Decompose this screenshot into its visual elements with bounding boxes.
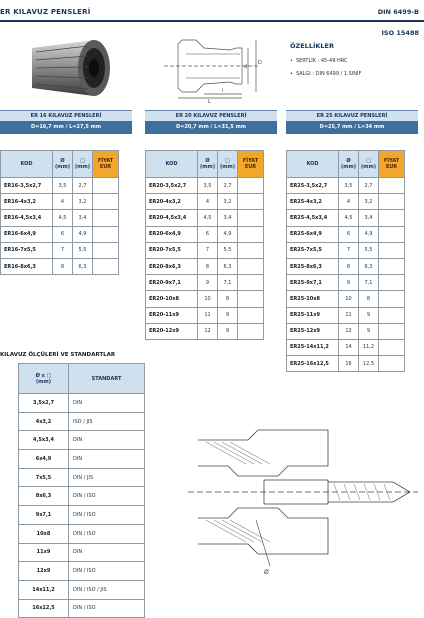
price-cell [238,291,264,307]
price-cell [238,258,264,274]
table-row [146,323,264,339]
square-value: 12,5 [359,356,379,372]
diameter-value: 7 [339,242,359,258]
tap-size: 11x9 [19,543,69,562]
diameter-value: 11 [198,307,218,323]
table-row [19,599,145,618]
page-header [0,0,424,37]
standard-value: ISO / JIS [69,412,145,431]
table-row [287,258,405,274]
product-code: ER25-12x9 [287,323,339,339]
tap-size: 10x8 [19,524,69,543]
tap-size: 12x9 [19,562,69,581]
square-value: 2,7 [359,178,379,194]
product-code: ER25-14x11,2 [287,339,339,355]
standard-value: DIN [69,543,145,562]
table-row [1,226,119,242]
square-value: 6,3 [73,258,93,274]
standard-value: DIN / ISO [69,506,145,525]
product-code: ER20-3,5x2,7 [146,178,198,194]
diameter-value: 12 [198,323,218,339]
diameter-value: 7 [53,242,73,258]
table-row [287,178,405,194]
table-row [1,178,119,194]
tap-size: 4x3,2 [19,412,69,431]
col-code: KOD [146,151,198,178]
product-code: ER25-3,5x2,7 [287,178,339,194]
price-cell [238,226,264,242]
table-row [287,291,405,307]
product-code: ER20-11x9 [146,307,198,323]
col-square: □ (mm) [218,151,238,178]
holder-section-drawing [178,420,420,580]
table-row [287,226,405,242]
table-er16 [0,150,119,275]
table-row [287,356,405,372]
standards-table [18,363,145,618]
tap-size: 4,5x3,4 [19,431,69,450]
group-er16 [0,110,132,134]
price-cell [238,194,264,210]
square-value: 3,4 [359,210,379,226]
standard-value: DIN / ISO [69,562,145,581]
table-er20 [145,150,264,340]
table-row [146,307,264,323]
table-row [19,431,145,450]
table-row [146,242,264,258]
group-dims: D=25,7 mm / L=34 mm [286,121,418,134]
standard-value: DIN [69,450,145,469]
group-dims: D=16,7 mm / L=27,5 mm [0,121,132,134]
table-row [1,258,119,274]
square-value: 5,5 [359,242,379,258]
std-col-standard: STANDART [69,364,145,394]
product-code: ER20-4,5x3,4 [146,210,198,226]
price-cell [379,356,405,372]
diameter-value: 4 [339,194,359,210]
tap-size: 6x4,9 [19,450,69,469]
price-cell [379,178,405,194]
square-value: 3,2 [359,194,379,210]
group-er20 [145,110,277,134]
price-cell [93,242,119,258]
square-value: 4,9 [73,226,93,242]
col-code: KOD [1,151,53,178]
square-value: 8 [218,291,238,307]
price-cell [379,194,405,210]
square-value: 2,7 [73,178,93,194]
col-diameter: Ø (mm) [339,151,359,178]
square-value: 6,3 [218,258,238,274]
table-row [146,291,264,307]
table-row [19,394,145,413]
product-code: ER25-6x4,9 [287,226,339,242]
col-price: FİYAT EUR [238,151,264,178]
tap-size: 8x6,3 [19,487,69,506]
standards-title: KILAVUZ ÖLÇÜLERİ VE STANDARTLAR [0,352,116,358]
diameter-value: 12 [339,323,359,339]
product-code: ER25-8x6,3 [287,258,339,274]
price-cell [379,210,405,226]
diameter-value: 4,5 [53,210,73,226]
price-cell [379,339,405,355]
col-code: KOD [287,151,339,178]
product-code: ER25-9x7,1 [287,275,339,291]
tap-size: 16x12,5 [19,599,69,618]
square-value: 9 [218,307,238,323]
price-cell [93,210,119,226]
diameter-value: 4,5 [198,210,218,226]
product-code: ER16-4x3,2 [1,194,53,210]
product-code: ER20-7x5,5 [146,242,198,258]
group-title: ER 20 KILAVUZ PENSLERİ [145,110,277,121]
label-l: l [222,88,224,94]
price-cell [379,291,405,307]
price-cell [379,242,405,258]
table-row [146,210,264,226]
product-code: ER25-16x12,5 [287,356,339,372]
product-code: ER20-8x6,3 [146,258,198,274]
diameter-value: 6 [198,226,218,242]
diameter-value: 6 [339,226,359,242]
table-row [19,412,145,431]
square-value: 4,9 [359,226,379,242]
diameter-value: 3,5 [198,178,218,194]
product-code: ER20-6x4,9 [146,226,198,242]
table-row [287,339,405,355]
table-row [19,487,145,506]
table-row [19,580,145,599]
table-row [19,524,145,543]
features [290,42,420,84]
col-price: FİYAT EUR [379,151,405,178]
diameter-value: 8 [339,258,359,274]
price-cell [238,210,264,226]
diameter-value: 10 [198,291,218,307]
product-code: ER16-3,5x2,7 [1,178,53,194]
label-d: d [244,64,248,70]
table-row [146,275,264,291]
product-code: ER20-9x7,1 [146,275,198,291]
standard-value: DIN / ISO / JIS [69,580,145,599]
product-code: ER16-8x6,3 [1,258,53,274]
col-diameter: Ø (mm) [198,151,218,178]
diameter-value: 9 [339,275,359,291]
square-value: 9 [359,323,379,339]
group-title: ER 16 KILAVUZ PENSLERİ [0,110,132,121]
price-cell [379,258,405,274]
diameter-value: 11 [339,307,359,323]
table-er25 [286,150,405,372]
price-cell [238,307,264,323]
table-row [287,194,405,210]
table-row [146,194,264,210]
table-row [146,178,264,194]
table-row [19,506,145,525]
product-code: ER20-4x3,2 [146,194,198,210]
product-code: ER16-4,5x3,4 [1,210,53,226]
square-value: 3,4 [218,210,238,226]
product-code: ER20-10x8 [146,291,198,307]
square-value: 3,2 [218,194,238,210]
standard-value: DIN / ISO [69,487,145,506]
collet-dimension-drawing [160,34,265,104]
group-title: ER 25 KILAVUZ PENSLERİ [286,110,418,121]
table-row [1,194,119,210]
tap-size: 3,5x2,7 [19,394,69,413]
table-row [19,543,145,562]
table-row [287,242,405,258]
features-title: ÖZELLİKLER [290,42,335,50]
feature-item: • SALGI : DIN 6499 / 1.SINIF [290,71,420,77]
col-diameter: Ø (mm) [53,151,73,178]
col-square: □ (mm) [359,151,379,178]
square-value: 2,7 [218,178,238,194]
group-er25 [286,110,418,134]
square-value: 9 [218,323,238,339]
diameter-value: 4 [198,194,218,210]
diameter-value: 9 [198,275,218,291]
product-code: ER16-6x4,9 [1,226,53,242]
price-cell [238,242,264,258]
standard-value: DIN / JIS [69,468,145,487]
product-code: ER25-7x5,5 [287,242,339,258]
price-cell [379,275,405,291]
diameter-value: 16 [339,356,359,372]
square-value: 4,9 [218,226,238,242]
table-row [19,450,145,469]
price-cell [93,258,119,274]
square-value: 5,5 [73,242,93,258]
table-row [287,323,405,339]
product-code: ER25-10x8 [287,291,339,307]
tap-size: 14x11,2 [19,580,69,599]
table-row [146,258,264,274]
table-row [146,226,264,242]
square-value: 8 [359,291,379,307]
table-row [287,275,405,291]
price-cell [238,323,264,339]
price-cell [379,226,405,242]
square-value: 7,1 [359,275,379,291]
collet-image [24,34,134,102]
diameter-value: 4,5 [339,210,359,226]
square-value: 5,5 [218,242,238,258]
tap-size: 9x7,1 [19,506,69,525]
standard-value: DIN [69,394,145,413]
diameter-value: 3,5 [339,178,359,194]
table-row [287,210,405,226]
price-cell [93,226,119,242]
standard-value: DIN / ISO [69,599,145,618]
price-cell [93,178,119,194]
iso-code: ISO 15488 [381,29,419,37]
square-value: 6,3 [359,258,379,274]
diameter-value: 6 [53,226,73,242]
price-cell [238,275,264,291]
diameter-value: 7 [198,242,218,258]
product-code: ER20-12x9 [146,323,198,339]
price-cell [93,194,119,210]
table-row [1,210,119,226]
standard-value: DIN / ISO [69,524,145,543]
price-cell [379,323,405,339]
header-rule [0,20,424,22]
label-diameter: Ø [264,569,269,576]
square-value: 11,2 [359,339,379,355]
feature-item: • SERTLİK : 45-49 HRC [290,58,420,64]
table-row [287,307,405,323]
diameter-value: 14 [339,339,359,355]
diameter-value: 4 [53,194,73,210]
table-row [19,562,145,581]
table-row [19,468,145,487]
label-L: L [208,99,211,105]
tap-size: 7x5,5 [19,468,69,487]
col-price: FİYAT EUR [93,151,119,178]
price-cell [238,178,264,194]
price-cell [379,307,405,323]
label-D: D [258,60,262,66]
product-code: ER25-4,5x3,4 [287,210,339,226]
diameter-value: 8 [198,258,218,274]
standard-value: DIN [69,431,145,450]
col-square: □ (mm) [73,151,93,178]
diameter-value: 10 [339,291,359,307]
page-title: ER KILAVUZ PENSLERİ [0,8,91,16]
square-value: 7,1 [218,275,238,291]
diameter-value: 8 [53,258,73,274]
square-value: 3,4 [73,210,93,226]
square-value: 3,2 [73,194,93,210]
din-code: DIN 6499-B [377,8,419,16]
group-dims: D=20,7 mm / L=31,5 mm [145,121,277,134]
table-row [1,242,119,258]
square-value: 9 [359,307,379,323]
diameter-value: 3,5 [53,178,73,194]
product-code: ER25-4x3,2 [287,194,339,210]
product-code: ER25-11x9 [287,307,339,323]
product-code: ER16-7x5,5 [1,242,53,258]
std-col-size: Ø x □ (mm) [19,364,69,394]
